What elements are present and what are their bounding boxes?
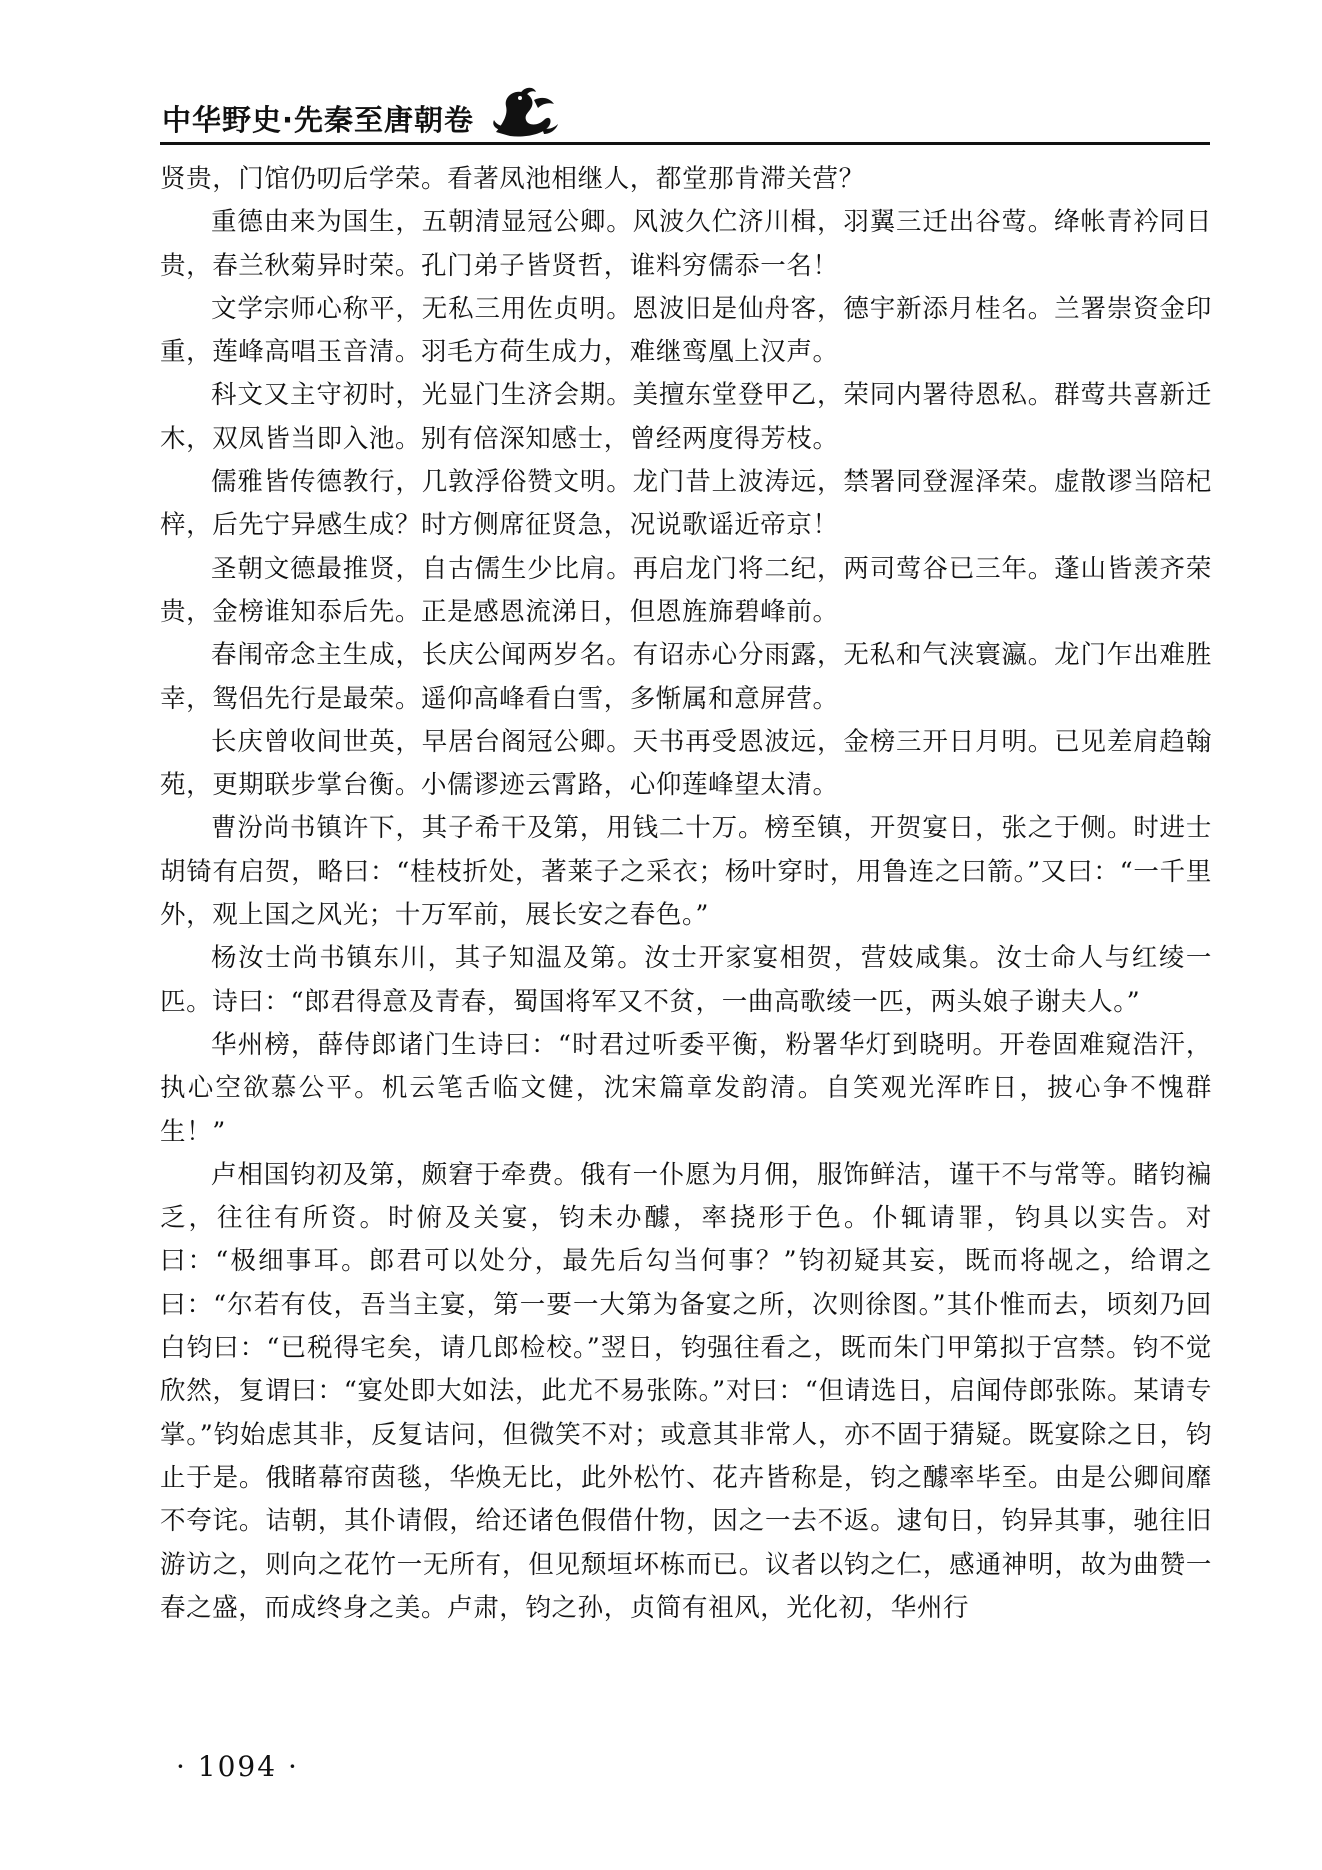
paragraph: 儒雅皆传德教行，几敦浮俗赞文明。龙门昔上波涛远，禁署同登渥泽荣。虚散谬当陪杞梓，后先宁异感生成？时方侧席征贤急，况说歌谣近帝京！ [160, 467, 1212, 541]
paragraph: 文学宗师心称平，无私三用佐贞明。恩波旧是仙舟客，德宇新添月桂名。兰署崇资金印重，莲峰高唱玉音清。羽毛方荷生成力，难继鸾凰上汉声。 [160, 293, 1212, 368]
page-header [160, 80, 1210, 150]
paragraph: 圣朝文德最推贤，自古儒生少比肩。再启龙门将二纪，两司莺谷已三年。蓬山皆羡齐荣贵，金榜谁知忝后先。正是感恩流涕日，但恩旌旆碧峰前。 [160, 553, 1212, 627]
page-number: · 1094 · [176, 1750, 299, 1783]
paragraph: 贤贵，门馆仍叨后学荣。看著凤池相继人，都堂那肯滞关营？ [160, 164, 865, 194]
book-title: 中华野史·先秦至唐朝卷 [162, 103, 475, 137]
paragraph: 华州榜，薛侍郎诸门生诗曰：“时君过听委平衡，粉署华灯到晓明。开卷固难窥浩汗，执心空欲慕公平。机云笔舌临文健，沈宋篇章发韵清。自笑观光浑昨日，披心争不愧群生！” [160, 1029, 1212, 1147]
paragraph: 重德由来为国生，五朝清显冠公卿。风波久伫济川楫，羽翼三迁出谷莺。绛帐青衿同日贵，春兰秋菊异时荣。孔门弟子皆贤哲，谁料穷儒忝一名！ [160, 207, 1212, 281]
body-text [160, 158, 1212, 1630]
paragraph: 长庆曾收间世英，早居台阁冠公卿。天书再受恩波远，金榜三开日月明。已见差肩趋翰苑，更期联步掌台衡。小儒谬迹云霄路，心仰莲峰望太清。 [160, 726, 1212, 801]
paragraph: 杨汝士尚书镇东川，其子知温及第。汝士开家宴相贺，营妓咸集。汝士命人与红绫一匹。诗曰：“郎君得意及青春，蜀国将军又不贫，一曲高歌绫一匹，两头娘子谢夫人。” [160, 943, 1212, 1017]
paragraph: 春闱帝念主生成，长庆公闻两岁名。有诏赤心分雨露，无私和气浃寰瀛。龙门乍出难胜幸，鸳侣先行是最荣。遥仰高峰看白雪，多惭属和意屏营。 [160, 640, 1212, 714]
paragraph: 卢相国钧初及第，颇窘于牵费。俄有一仆愿为月佣，服饰鲜洁，谨干不与常等。睹钧褊乏，往往有所资。时俯及关宴，钧未办醵，率挠形于色。仆辄请罪，钧具以实告。对曰：“极细事耳。郎君可以处分，最先后勾当何事？”钧初疑其妄，既而将觇之，给谓之曰：“尔若有伎，吾当主宴，第一要一大第为备宴之所，次则徐图。”其仆惟而去，顷刻乃回白钧曰：“已税得宅矣，请几郎检校。”翌日，钧强往看之，既而朱门甲第拟于宫禁。钧不觉欣然，复谓曰：“宴处即大如法，此尤不易张陈。”对曰：“但请选日，启闻侍郎张陈。某请专掌。”钧始虑其非，反复诘问，但微笑不对；或意其非常人，亦不固于猜疑。既宴除之日，钧止于是。俄睹幕帘茵毯，华焕无比，此外松竹、花卉皆称是，钧之醵率毕至。由是公卿间靡不夸诧。诘朝，其仆请假，给还诸色假借什物，因之一去不返。逮旬日，钧异其事，驰往旧游访之，则向之花竹一无所有，但见颓垣坏栋而已。议者以钧之仁，感通神明，故为曲赞一春之盛，而成终身之美。卢肃，钧之孙，贞简有祖风，光化初，华州行 [160, 1159, 1212, 1623]
dragon-emblem-icon [490, 84, 562, 140]
header-rule [160, 142, 1210, 145]
paragraph: 曹汾尚书镇许下，其子希干及第，用钱二十万。榜至镇，开贺宴日，张之于侧。时进士胡锜有启贺，略曰：“桂枝折处，著莱子之采衣；杨叶穿时，用鲁连之曰箭。”又曰：“一千里外，观上国之风光；十万军前，展长安之春色。” [160, 813, 1212, 931]
paragraph: 科文又主守初时，光显门生济会期。美擅东堂登甲乙，荣同内署待恩私。群莺共喜新迁木，双凤皆当即入池。别有倍深知感士，曾经两度得芳枝。 [160, 380, 1212, 454]
